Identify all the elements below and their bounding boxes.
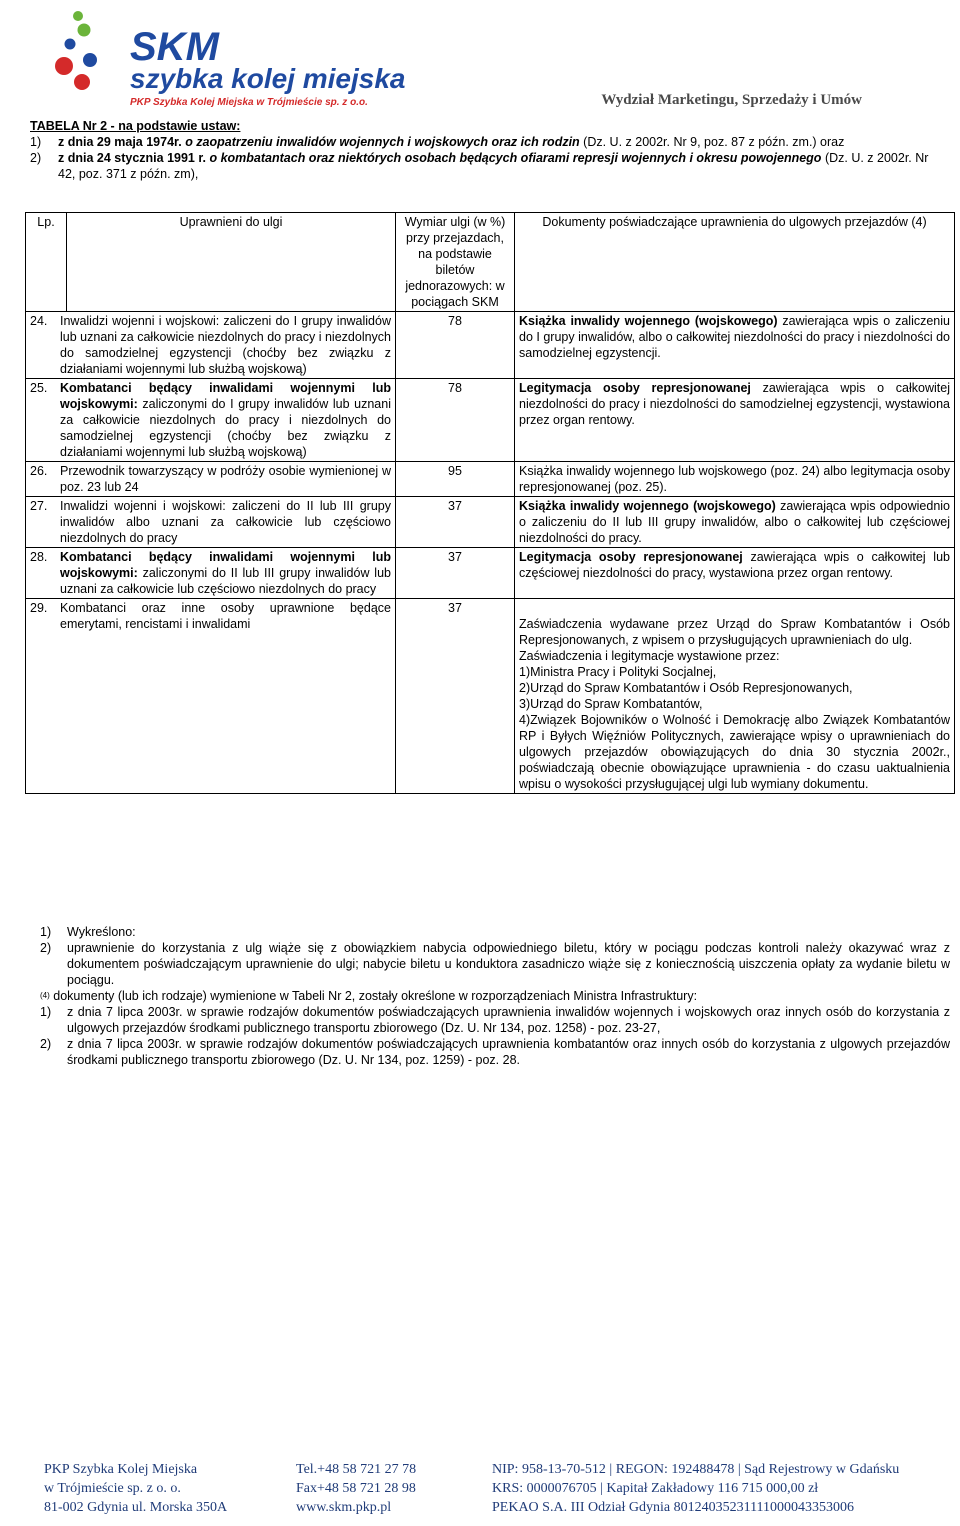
- dokument-desc: zawierająca wpis o całkowitej niezdolności do pracy i niezdolności do samodzielnej egzystencji, wystawiona przez organ rentowy.: [519, 381, 950, 427]
- uprawnieni-text: zaliczonymi do II lub III grupy inwalidów lub uznani za całkowicie lub częściowo niezdolnych do pracy: [60, 566, 391, 596]
- uprawnieni-text: Inwalidzi wojenni i wojskowi: zaliczeni do II lub III grupy inwalidów albo uznani za całkowicie lub częściowo niezdolnych do pracy: [60, 499, 391, 545]
- footer-line: KRS: 0000076705 | Kapitał Zakładowy 116 715 000,00 zł: [492, 1481, 819, 1496]
- letterhead: [0, 0, 960, 112]
- law-2-date: z dnia 24 stycznia 1991 r.: [58, 151, 206, 165]
- note-4: [40, 988, 950, 1004]
- dokument-name: Legitymacja osoby represjonowanej: [519, 381, 751, 395]
- law-1-date: z dnia 29 maja 1974r.: [58, 135, 182, 149]
- regulation-2: [40, 1036, 950, 1068]
- uprawnieni-text: Przewodnik towarzyszący w podróży osobie wymienionej w poz. 23 lub 24: [60, 464, 391, 494]
- row-number: 27.: [30, 499, 48, 513]
- row-number: 28.: [30, 550, 48, 564]
- note-text: uprawnienie do korzystania z ulg wiąże się z obowiązkiem nabycia odpowiedniego biletu, który w pociągu podczas kontroli należy okazywać wraz z dokumentem poświadczającym uprawnienie do ulgi; nabycie biletu u konduktora zasadniczo wiąże się z koniecznością uiszczenia opłaty za wydanie biletu w pociągu.: [67, 941, 950, 987]
- footer-phone: Tel.+48 58 721 27 78: [296, 1462, 417, 1477]
- law-1-ref: (Dz. U. z 2002r. Nr 9, poz. 87 z późn. zm.) oraz: [583, 135, 845, 149]
- svg-text:PKP Szybka Kolej Miejska w Tró: PKP Szybka Kolej Miejska w Trójmieście sp. z o.o.: [130, 97, 368, 108]
- dokumenty-cell: [515, 497, 955, 548]
- wymiar-cell: 95: [396, 462, 515, 497]
- dokument-line: 3)Urząd do Spraw Kombatantów,: [519, 697, 703, 711]
- table-header-row: [26, 213, 955, 312]
- wymiar-cell: 37: [396, 599, 515, 794]
- header-lp: Lp.: [26, 213, 67, 312]
- law-2-ref: (Dz. U. z 2002r. Nr 42, poz. 371 z późn. zm),: [58, 151, 929, 181]
- dokument-line: Zaświadczenia i legitymacje wystawione przez:: [519, 649, 780, 663]
- header-uprawnieni: Uprawnieni do ulgi: [67, 213, 396, 312]
- footer-line: NIP: 958-13-70-512 | REGON: 192488478 | Sąd Rejestrowy w Gdańsku: [492, 1462, 900, 1477]
- table-row: [26, 497, 955, 548]
- footer-line: w Trójmieście sp. z o. o.: [44, 1481, 181, 1496]
- department-name: Wydział Marketingu, Sprzedaży i Umów: [601, 92, 862, 108]
- wymiar-cell: 78: [396, 312, 515, 379]
- wymiar-cell: 37: [396, 497, 515, 548]
- dokument-desc: zawierająca wpis o zaliczeniu do I grupy inwalidów, albo o całkowitej niezdolności do pracy i niezdolności do samodzielnej egzystencji.: [519, 314, 950, 360]
- dokumenty-cell: Książka inwalidy wojennego lub wojskowego (poz. 24) albo legitymacja osoby represjonowanej (poz. 25).: [515, 462, 955, 497]
- dokument-name: Książka inwalidy wojennego (wojskowego): [519, 314, 778, 328]
- header-wymiar-title: Wymiar ulgi (w %): [404, 215, 506, 229]
- law-1-num: 1): [30, 135, 42, 149]
- discount-table: [25, 212, 955, 794]
- note-num: 1): [40, 1005, 52, 1019]
- table-row: [26, 548, 955, 599]
- note-num: 1): [40, 925, 52, 939]
- table-title: TABELA Nr 2 - na podstawie ustaw:: [30, 119, 241, 133]
- dokument-line: 2)Urząd do Spraw Kombatantów i Osób Represjonowanych,: [519, 681, 853, 695]
- note-2: [40, 940, 950, 988]
- row-number: 29.: [30, 601, 48, 615]
- table-row: [26, 379, 955, 462]
- note-text: Wykreślono:: [67, 925, 136, 939]
- dokument-line: Zaświadczenia wydawane przez Urząd do Spraw Kombatantów i Osób Represjonowanych, z wpisem o przysługujących uprawnieniach do ulg.: [519, 617, 950, 647]
- wymiar-cell: 78: [396, 379, 515, 462]
- note-text: z dnia 7 lipca 2003r. w sprawie rodzajów dokumentów poświadczających uprawnienia inwalidów wojennych i wojskowych oraz innych osób do korzystania z ulgowych przejazdów środkami publicznego transportu zbiorowego (Dz. U. Nr 134, poz. 1258) - poz. 23-27,: [67, 1005, 950, 1035]
- note-text: z dnia 7 lipca 2003r. w sprawie rodzajów dokumentów poświadczających uprawnienia kombatantów oraz innych osób do korzystania z ulgowych przejazdów środkami publicznego transportu zbiorowego (Dz. U. Nr 134, poz. 1259) - poz. 28.: [67, 1037, 950, 1067]
- dokumenty-cell: [515, 312, 955, 379]
- footer-line: PEKAO S.A. III Odział Gdynia 80124035231111000043353006: [492, 1500, 855, 1515]
- footer-registry: [492, 1460, 899, 1517]
- dokument-desc: zawierająca wpis o całkowitej lub częściowej niezdolności do pracy, wystawiona przez organ rentowy.: [519, 550, 950, 580]
- uprawnieni-cell: [26, 599, 396, 794]
- uprawnieni-text: zaliczonymi do I grupy inwalidów lub uznani za całkowicie niezdolnych do pracy i niezdolnych do samodzielnej egzystencji (choćby bez związku z działaniami wojennymi lub służbą wojskową): [60, 397, 391, 459]
- dokumenty-cell: [515, 599, 955, 794]
- note-text: dokumenty (lub ich rodzaje) wymienione w Tabeli Nr 2, zostały określone w rozporządzeniach Ministra Infrastruktury:: [53, 989, 698, 1003]
- dokument-desc: zawierająca wpis odpowiednio o zaliczeniu do II lub III grupy inwalidów, albo o całkowitej lub częściowej niezdolności do pracy.: [519, 499, 950, 545]
- skm-logo: [44, 8, 464, 112]
- uprawnieni-cell: [26, 462, 396, 497]
- dokument-name: Książka inwalidy wojennego (wojskowego): [519, 499, 776, 513]
- uprawnieni-text: Inwalidzi wojenni i wojskowi: zaliczeni do I grupy inwalidów lub uznani za całkowicie niezdolnych do pracy i niezdolnych do samodzielnej egzystencji (choćby bez związku z działaniami wojennymi lub służbą wojskową): [60, 314, 391, 376]
- note-num: (4): [40, 991, 50, 1000]
- law-2-num: 2): [30, 151, 42, 165]
- dokument-line: 4)Związek Bojowników o Wolność i Demokrację albo Związek Kombatantów RP i Byłych Więźniów Politycznych, zawierające wpisy o uprawnieniach do ulgowych przejazdów obowiązujących do dnia 30 stycznia 2002r., poświadczają obecnie obowiązujące uprawnienia - do czasu uaktualnienia wpisu o wysokości przysługującej ulgi lub wymiany dokumentu.: [519, 713, 950, 791]
- header-dokumenty: Dokumenty poświadczające uprawnienia do ulgowych przejazdów (4): [515, 213, 955, 312]
- table-row: [26, 312, 955, 379]
- wymiar-cell: 37: [396, 548, 515, 599]
- footer-line: PKP Szybka Kolej Miejska: [44, 1462, 198, 1477]
- uprawnieni-cell: [26, 312, 396, 379]
- intro-section: [30, 118, 935, 182]
- row-number: 24.: [30, 314, 48, 328]
- uprawnieni-bold: Kombatanci będący inwalidami wojennymi lub wojskowymi:: [60, 550, 391, 580]
- row-number: 25.: [30, 381, 48, 395]
- uprawnieni-cell: [26, 379, 396, 462]
- dokumenty-cell: [515, 548, 955, 599]
- note-num: 2): [40, 1037, 52, 1051]
- footer-company: [44, 1460, 227, 1517]
- uprawnieni-bold: Kombatanci będący inwalidami wojennymi lub wojskowymi:: [60, 381, 391, 411]
- law-2: [30, 150, 935, 182]
- footer-fax: Fax+48 58 721 28 98: [296, 1481, 416, 1496]
- uprawnieni-text: Kombatanci oraz inne osoby uprawnione będące emerytami, rencistami i inwalidami: [60, 601, 391, 631]
- header-wymiar-sub: przy przejazdach, na podstawie biletów jednorazowych: w pociągach SKM: [405, 231, 505, 309]
- table-row: [26, 462, 955, 497]
- law-1: [30, 134, 935, 150]
- note-num: 2): [40, 941, 52, 955]
- dokument-name: Legitymacja osoby represjonowanej: [519, 550, 743, 564]
- dokument-line: 1)Ministra Pracy i Polityki Socjalnej,: [519, 665, 717, 679]
- footer-contact: [296, 1460, 416, 1517]
- uprawnieni-cell: [26, 548, 396, 599]
- uprawnieni-cell: [26, 497, 396, 548]
- footer-website-link[interactable]: www.skm.pkp.pl: [296, 1500, 392, 1515]
- footer-line: 81-002 Gdynia ul. Morska 350A: [44, 1500, 228, 1515]
- dokumenty-cell: [515, 379, 955, 462]
- row-number: 26.: [30, 464, 48, 478]
- law-1-act: o zaopatrzeniu inwalidów wojennych i wojskowych oraz ich rodzin: [185, 135, 580, 149]
- law-2-act: o kombatantach oraz niektórych osobach będących ofiarami represji wojennych i okresu powojennego: [209, 151, 822, 165]
- header-wymiar: [396, 213, 515, 312]
- svg-text:SKM: SKM: [130, 25, 219, 69]
- regulation-1: [40, 1004, 950, 1036]
- footnotes: [40, 924, 950, 1068]
- table-row: [26, 599, 955, 794]
- note-1: [40, 924, 950, 940]
- svg-text:szybka kolej miejska: szybka kolej miejska: [130, 63, 406, 94]
